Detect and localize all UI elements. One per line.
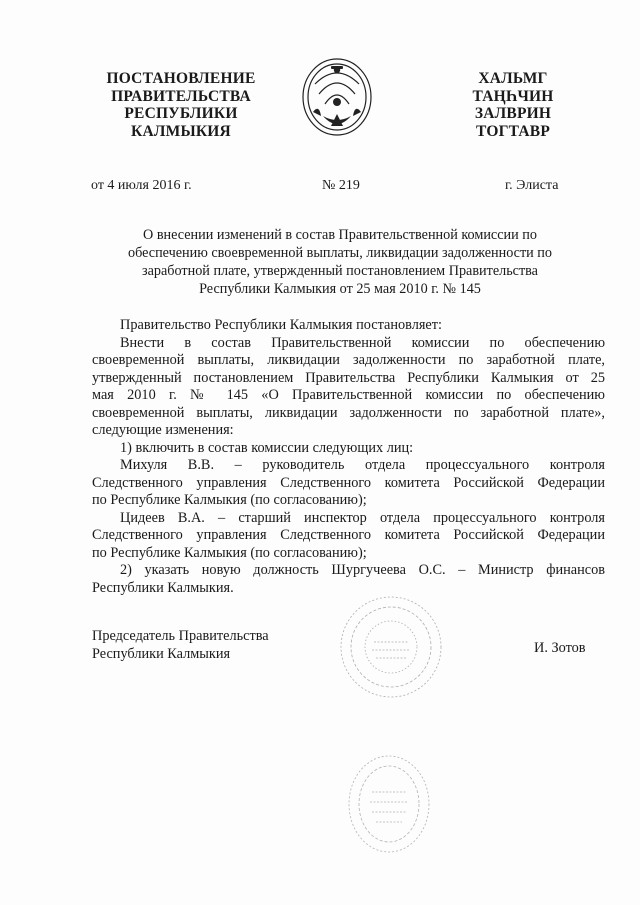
signature-position bbox=[92, 628, 269, 663]
header-left-line: КАЛМЫКИЯ bbox=[131, 122, 231, 140]
official-stamp-icon bbox=[344, 752, 434, 856]
body-line: по Республике Калмыкия (по согласованию); bbox=[92, 544, 367, 561]
header-left-title bbox=[96, 70, 266, 140]
body-line: Внести в состав Правительственной комиссии по обеспечению bbox=[120, 334, 605, 351]
body-line: утвержденный постановлением Правительства Республики Калмыкия от 25 bbox=[92, 369, 605, 386]
body-line: Республики Калмыкия. bbox=[92, 579, 234, 596]
header-left-line: ПРАВИТЕЛЬСТВА bbox=[111, 87, 251, 105]
body-line: следующие изменения: bbox=[92, 422, 234, 438]
document-number: № 219 bbox=[322, 178, 360, 193]
document-city: г. Элиста bbox=[505, 178, 559, 193]
header-right-line: ТАҢҺЧИН bbox=[472, 87, 554, 105]
body-line: Цидеев В.А. – старший инспектор отдела процессуального контроля bbox=[120, 509, 605, 526]
body-line: Михуля В.В. – руководитель отдела процессуального контроля bbox=[120, 457, 605, 473]
body-line: мая 2010 г. № 145 «О Правительственной комиссии по обеспечению bbox=[92, 387, 605, 403]
document-body bbox=[92, 317, 605, 597]
header-right-title bbox=[458, 70, 568, 140]
signature-position-line: Республики Калмыкия bbox=[92, 645, 231, 662]
resolution-intro: Правительство Республики Калмыкия постановляет: bbox=[120, 317, 442, 333]
body-line: Следственного управления Следственного комитета Российской Федерации bbox=[92, 474, 605, 491]
title-line: О внесении изменений в состав Правительственной комиссии по bbox=[143, 227, 537, 243]
document-date: от 4 июля 2016 г. bbox=[91, 178, 192, 193]
header-left-line: ПОСТАНОВЛЕНИЕ bbox=[106, 70, 256, 87]
title-line: заработной плате, утвержденный постановлением Правительства bbox=[142, 263, 538, 279]
body-line: Следственного управления Следственного комитета Российской Федерации bbox=[92, 527, 605, 543]
header-right-line: ЗАЛВРИН bbox=[474, 105, 552, 122]
paragraph-item-1: 1) включить в состав комиссии следующих лиц: bbox=[120, 439, 414, 456]
body-line: 2) указать новую должность Шургучеева О.С. – Министр финансов bbox=[120, 562, 605, 578]
header-left-line: РЕСПУБЛИКИ bbox=[124, 105, 238, 122]
document-title bbox=[100, 226, 580, 298]
header-right-line: ТОГТАВР bbox=[475, 122, 551, 140]
body-line: своевременной выплаты, ликвидации задолженности по заработной плате, bbox=[92, 352, 605, 368]
body-line: по Республике Калмыкия (по согласованию); bbox=[92, 492, 367, 508]
paragraph-amendment bbox=[92, 335, 605, 440]
official-stamp-icon bbox=[336, 592, 446, 702]
signature-position-line: Председатель Правительства bbox=[92, 628, 269, 644]
paragraph-member-mikhulya bbox=[92, 457, 605, 510]
title-line: Республики Калмыкия от 25 мая 2010 г. № 145 bbox=[199, 281, 481, 297]
title-line: обеспечению своевременной выплаты, ликвидации задолженности по bbox=[128, 245, 552, 261]
header-right-line: ХАЛЬМГ bbox=[478, 70, 548, 87]
paragraph-member-tsideev bbox=[92, 510, 605, 563]
signature-name: И. Зотов bbox=[534, 640, 586, 656]
coat-of-arms-icon bbox=[297, 54, 377, 140]
body-line: своевременной выплаты, ликвидации задолженности по заработной плате», bbox=[92, 404, 605, 421]
